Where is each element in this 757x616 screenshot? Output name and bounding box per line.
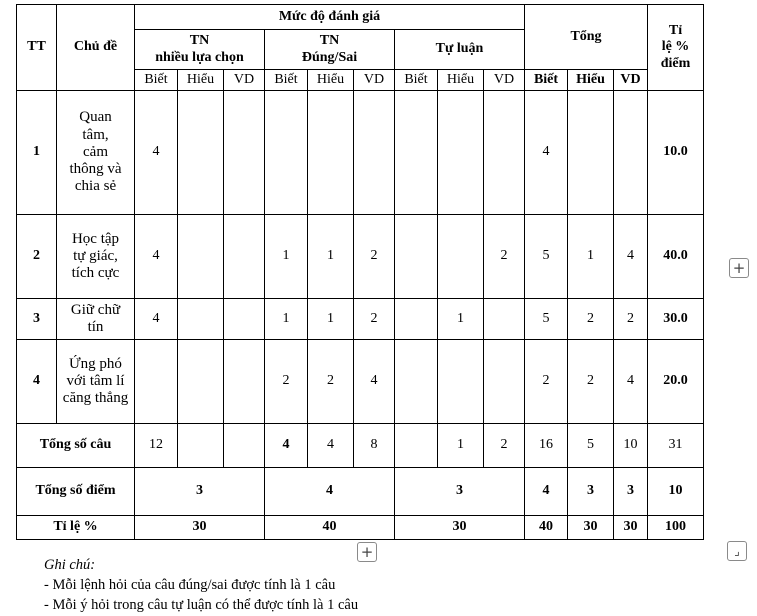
cell: 8 (354, 424, 395, 468)
total-questions-label: Tổng số câu (17, 424, 135, 468)
header-essay: Tự luận (395, 30, 525, 70)
cell (224, 215, 265, 299)
cell: 2 (614, 299, 648, 340)
cell: 4 (308, 424, 354, 468)
row-pct: 30.0 (648, 299, 704, 340)
header-tt: TT (17, 5, 57, 91)
cell (395, 91, 438, 215)
cell (308, 91, 354, 215)
cell: 4 (525, 91, 568, 215)
cell (135, 340, 178, 424)
row-tt: 4 (17, 340, 57, 424)
sub-tf-know: Biết (265, 70, 308, 91)
sub-mcq-know: Biết (135, 70, 178, 91)
ratio-label: Tỉ lệ % (17, 516, 135, 540)
table-row (17, 340, 704, 424)
total-points-tf: 4 (265, 468, 395, 516)
row-tt: 3 (17, 299, 57, 340)
cell: 1 (308, 299, 354, 340)
cell: 16 (525, 424, 568, 468)
cell: 1 (568, 215, 614, 299)
row-pct: 20.0 (648, 340, 704, 424)
cell (395, 299, 438, 340)
header-total: Tổng (525, 5, 648, 70)
row-topic: Giữ chữ tín (57, 299, 135, 340)
notes-section (44, 555, 358, 615)
cell (568, 91, 614, 215)
cell: 4 (354, 340, 395, 424)
add-row-button[interactable]: + (357, 542, 377, 562)
table-row (17, 91, 704, 215)
header-topic: Chủ đề (57, 5, 135, 91)
total-questions-row (17, 424, 704, 468)
cell: 1 (438, 299, 484, 340)
ratio-row (17, 516, 704, 540)
cell: 4 (135, 215, 178, 299)
cell: 2 (568, 340, 614, 424)
cell: 2 (265, 340, 308, 424)
total-points-row (17, 468, 704, 516)
cell: 2 (354, 299, 395, 340)
total-points-know: 4 (525, 468, 568, 516)
add-column-button[interactable]: + (729, 258, 749, 278)
ratio-tf: 40 (265, 516, 395, 540)
cell: 4 (135, 91, 178, 215)
total-points-label: Tổng số điểm (17, 468, 135, 516)
cell: 12 (135, 424, 178, 468)
header-assessment-level: Mức độ đánh giá (135, 5, 525, 30)
total-questions-pct: 31 (648, 424, 704, 468)
cell: 2 (568, 299, 614, 340)
ratio-essay: 30 (395, 516, 525, 540)
cell (395, 340, 438, 424)
cell: 4 (135, 299, 178, 340)
cell: 2 (484, 215, 525, 299)
ratio-know: 40 (525, 516, 568, 540)
sub-tf-understand: Hiểu (308, 70, 354, 91)
sub-tf-apply: VD (354, 70, 395, 91)
notes-title: Ghi chú: (44, 557, 96, 573)
cell (354, 91, 395, 215)
sub-total-know: Biết (525, 70, 568, 91)
sub-mcq-understand: Hiểu (178, 70, 224, 91)
row-pct: 40.0 (648, 215, 704, 299)
sub-essay-apply: VD (484, 70, 525, 91)
cell (224, 299, 265, 340)
sub-total-understand: Hiểu (568, 70, 614, 91)
cell: 1 (265, 215, 308, 299)
total-points-mcq: 3 (135, 468, 265, 516)
cell (484, 91, 525, 215)
total-points-pct: 10 (648, 468, 704, 516)
cell (438, 340, 484, 424)
row-topic: Quan tâm, cảm thông và chia sẻ (57, 91, 135, 215)
cell: 2 (354, 215, 395, 299)
cell: 5 (525, 215, 568, 299)
table-row (17, 215, 704, 299)
cell (178, 340, 224, 424)
cell (224, 91, 265, 215)
header-true-false: TN Đúng/Sai (265, 30, 395, 70)
resize-handle-icon[interactable]: ⌟ (727, 541, 747, 561)
cell (178, 299, 224, 340)
cell: 4 (265, 424, 308, 468)
cell: 4 (614, 340, 648, 424)
cell: 2 (525, 340, 568, 424)
row-tt: 1 (17, 91, 57, 215)
sub-total-apply: VD (614, 70, 648, 91)
notes-line: - Mỗi lệnh hỏi của câu đúng/sai được tính là 1 câu (44, 577, 336, 593)
cell (395, 215, 438, 299)
cell (438, 215, 484, 299)
cell (484, 299, 525, 340)
row-pct: 10.0 (648, 91, 704, 215)
total-points-understand: 3 (568, 468, 614, 516)
cell (178, 91, 224, 215)
cell: 10 (614, 424, 648, 468)
header-ratio: Tỉ lệ % điểm (648, 5, 704, 91)
cell (224, 424, 265, 468)
cell (178, 424, 224, 468)
cell: 1 (265, 299, 308, 340)
cell: 5 (525, 299, 568, 340)
cell (395, 424, 438, 468)
ratio-pct: 100 (648, 516, 704, 540)
sub-mcq-apply: VD (224, 70, 265, 91)
total-points-apply: 3 (614, 468, 648, 516)
cell (265, 91, 308, 215)
cell (484, 340, 525, 424)
cell: 4 (614, 215, 648, 299)
ratio-mcq: 30 (135, 516, 265, 540)
cell: 1 (438, 424, 484, 468)
row-tt: 2 (17, 215, 57, 299)
cell: 2 (484, 424, 525, 468)
ratio-understand: 30 (568, 516, 614, 540)
assessment-matrix-table (16, 4, 704, 540)
cell: 1 (308, 215, 354, 299)
cell: 5 (568, 424, 614, 468)
cell (178, 215, 224, 299)
cell (224, 340, 265, 424)
cell (438, 91, 484, 215)
table-row (17, 299, 704, 340)
cell: 2 (308, 340, 354, 424)
total-points-essay: 3 (395, 468, 525, 516)
sub-essay-understand: Hiểu (438, 70, 484, 91)
row-topic: Học tập tự giác, tích cực (57, 215, 135, 299)
notes-line: - Mỗi ý hỏi trong câu tự luận có thể được tính là 1 câu (44, 597, 359, 613)
ratio-apply: 30 (614, 516, 648, 540)
sub-essay-know: Biết (395, 70, 438, 91)
cell (614, 91, 648, 215)
header-mcq: TN nhiều lựa chọn (135, 30, 265, 70)
row-topic: Ứng phó với tâm lí căng thẳng (57, 340, 135, 424)
